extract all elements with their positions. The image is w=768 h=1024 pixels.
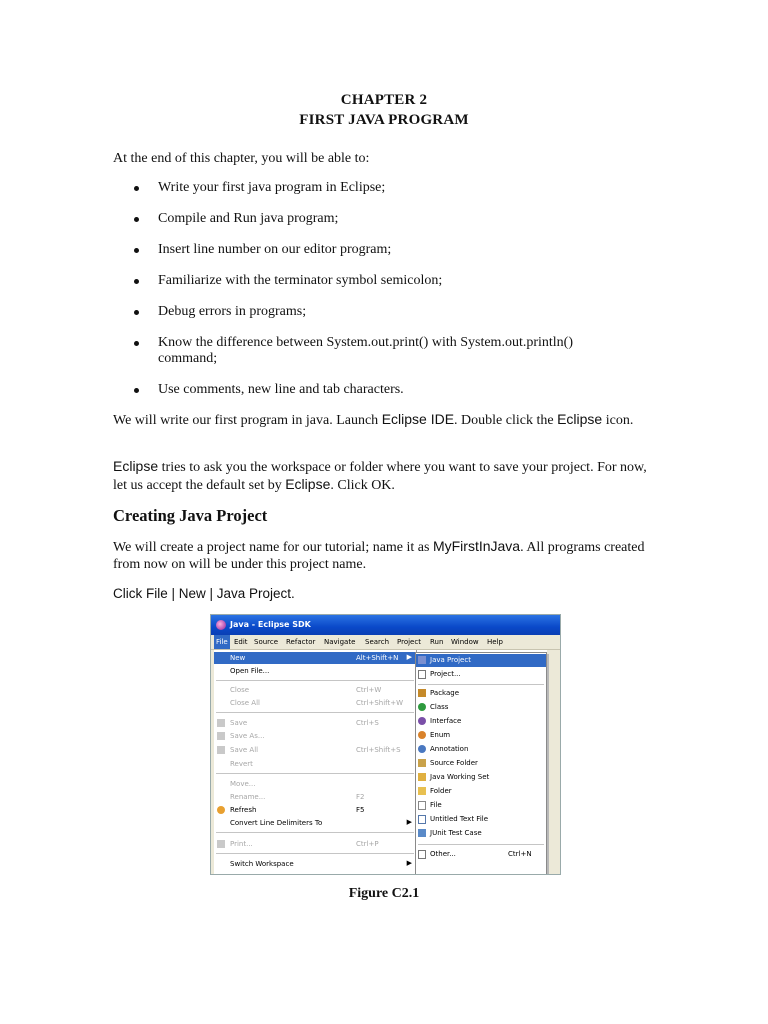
- file-menu-new[interactable]: New Alt+Shift+N ▶: [214, 652, 416, 664]
- section-heading: Creating Java Project: [113, 506, 268, 525]
- project-icon: [418, 670, 426, 679]
- objectives-list: [113, 180, 658, 413]
- file-menu-save[interactable]: Save Ctrl+S: [214, 717, 416, 729]
- list-item: Know the difference between System.out.print() with System.out.println() command;: [113, 335, 588, 367]
- menu-bar: [211, 635, 560, 650]
- eclipse-screenshot: [210, 614, 561, 875]
- chevron-right-icon: ▶: [406, 818, 412, 826]
- new-other[interactable]: Other... Ctrl+N: [416, 848, 546, 861]
- save-all-icon: [217, 746, 225, 754]
- list-item: Use comments, new line and tab characters.: [113, 382, 658, 398]
- source-folder-icon: [418, 759, 426, 767]
- java-project-icon: [418, 656, 426, 664]
- chevron-right-icon: ▶: [406, 859, 412, 867]
- window-titlebar: [211, 615, 560, 635]
- new-annotation[interactable]: Annotation: [416, 743, 546, 756]
- new-class[interactable]: Class: [416, 701, 546, 714]
- bullet-icon: [134, 248, 139, 253]
- package-icon: [418, 689, 426, 697]
- new-enum[interactable]: Enum: [416, 729, 546, 742]
- file-menu: [214, 650, 417, 874]
- menu-file[interactable]: File: [214, 635, 230, 649]
- interface-icon: [418, 717, 426, 725]
- paragraph-click-file: Click File | New | Java Project.: [113, 586, 295, 601]
- new-submenu: [415, 652, 547, 875]
- list-item: Debug errors in programs;: [113, 304, 658, 320]
- chevron-right-icon: ▶: [406, 653, 412, 661]
- menu-separator: [216, 712, 414, 713]
- new-project[interactable]: Project...: [416, 668, 546, 681]
- list-item: Write your first java program in Eclipse;: [113, 180, 658, 196]
- file-menu-rename[interactable]: Rename... F2: [230, 793, 365, 801]
- bullet-icon: [134, 186, 139, 191]
- file-menu-close-all[interactable]: Close All Ctrl+Shift+W: [230, 699, 404, 707]
- list-item: Familiarize with the terminator symbol semicolon;: [113, 273, 658, 289]
- menu-window[interactable]: Window: [451, 638, 479, 646]
- chapter-title: FIRST JAVA PROGRAM: [299, 112, 469, 128]
- bullet-icon: [134, 388, 139, 393]
- new-folder[interactable]: Folder: [416, 785, 546, 798]
- file-menu-refresh[interactable]: Refresh F5: [214, 804, 416, 816]
- menu-search[interactable]: Search: [365, 638, 390, 646]
- refresh-icon: [217, 806, 225, 814]
- menu-separator: [418, 844, 544, 845]
- save-icon: [217, 719, 225, 727]
- menu-project[interactable]: Project: [397, 638, 421, 646]
- junit-icon: [418, 829, 426, 837]
- file-menu-save-as[interactable]: Save As...: [214, 730, 416, 742]
- new-junit-test-case[interactable]: JUnit Test Case: [416, 827, 546, 840]
- list-item: Insert line number on our editor program;: [113, 242, 658, 258]
- file-menu-switch-workspace[interactable]: Switch Workspace ▶: [230, 859, 412, 868]
- bullet-icon: [134, 341, 139, 346]
- file-menu-move[interactable]: Move...: [230, 780, 256, 788]
- text-file-icon: [418, 815, 426, 824]
- figure-caption: Figure C2.1: [348, 886, 420, 901]
- menu-navigate[interactable]: Navigate: [324, 638, 356, 646]
- menu-separator: [216, 680, 414, 681]
- file-menu-convert-line-delimiters[interactable]: Convert Line Delimiters To ▶: [230, 818, 412, 827]
- menu-separator: [216, 853, 414, 854]
- file-menu-open-file[interactable]: Open File...: [230, 667, 270, 675]
- file-menu-revert[interactable]: Revert: [230, 760, 253, 768]
- paragraph-project-name: We will create a project name for our tutorial; name it as MyFirstInJava. All programs created from now on will be under this project name.: [113, 538, 645, 572]
- chapter-number: CHAPTER 2: [340, 92, 428, 108]
- menu-run[interactable]: Run: [430, 638, 444, 646]
- working-set-icon: [418, 773, 426, 781]
- workbench-background: [547, 650, 560, 874]
- annotation-icon: [418, 745, 426, 753]
- bullet-icon: [134, 279, 139, 284]
- window-title: Java - Eclipse SDK: [230, 620, 311, 629]
- list-item: Compile and Run java program;: [113, 211, 658, 227]
- menu-help[interactable]: Help: [487, 638, 503, 646]
- paragraph-launch-eclipse: We will write our first program in java. Launch Eclipse IDE. Double click the Eclipse icon.: [113, 411, 634, 428]
- new-source-folder[interactable]: Source Folder: [416, 757, 546, 770]
- paragraph-workspace: Eclipse tries to ask you the workspace or folder where you want to save your project. For now, let us accept the default set by Eclipse. Click OK.: [113, 458, 647, 493]
- bullet-icon: [134, 310, 139, 315]
- eclipse-icon: [216, 620, 226, 630]
- class-icon: [418, 703, 426, 711]
- new-java-working-set[interactable]: Java Working Set: [416, 771, 546, 784]
- bullet-icon: [134, 217, 139, 222]
- file-menu-close[interactable]: Close Ctrl+W: [230, 686, 382, 694]
- intro-text: At the end of this chapter, you will be able to:: [113, 151, 370, 166]
- new-file[interactable]: File: [416, 799, 546, 812]
- menu-separator: [418, 684, 544, 685]
- new-java-project[interactable]: Java Project: [416, 654, 546, 667]
- wizard-icon: [418, 850, 426, 859]
- folder-icon: [418, 787, 426, 795]
- file-menu-print[interactable]: Print... Ctrl+P: [214, 838, 416, 850]
- save-as-icon: [217, 732, 225, 740]
- print-icon: [217, 840, 225, 848]
- menu-separator: [216, 832, 414, 833]
- new-package[interactable]: Package: [416, 687, 546, 700]
- menu-edit[interactable]: Edit: [234, 638, 248, 646]
- file-icon: [418, 801, 426, 810]
- menu-refactor[interactable]: Refactor: [286, 638, 316, 646]
- file-menu-save-all[interactable]: Save All Ctrl+Shift+S: [214, 744, 416, 756]
- enum-icon: [418, 731, 426, 739]
- menu-source[interactable]: Source: [254, 638, 279, 646]
- menu-separator: [216, 773, 414, 774]
- new-interface[interactable]: Interface: [416, 715, 546, 728]
- new-untitled-text-file[interactable]: Untitled Text File: [416, 813, 546, 826]
